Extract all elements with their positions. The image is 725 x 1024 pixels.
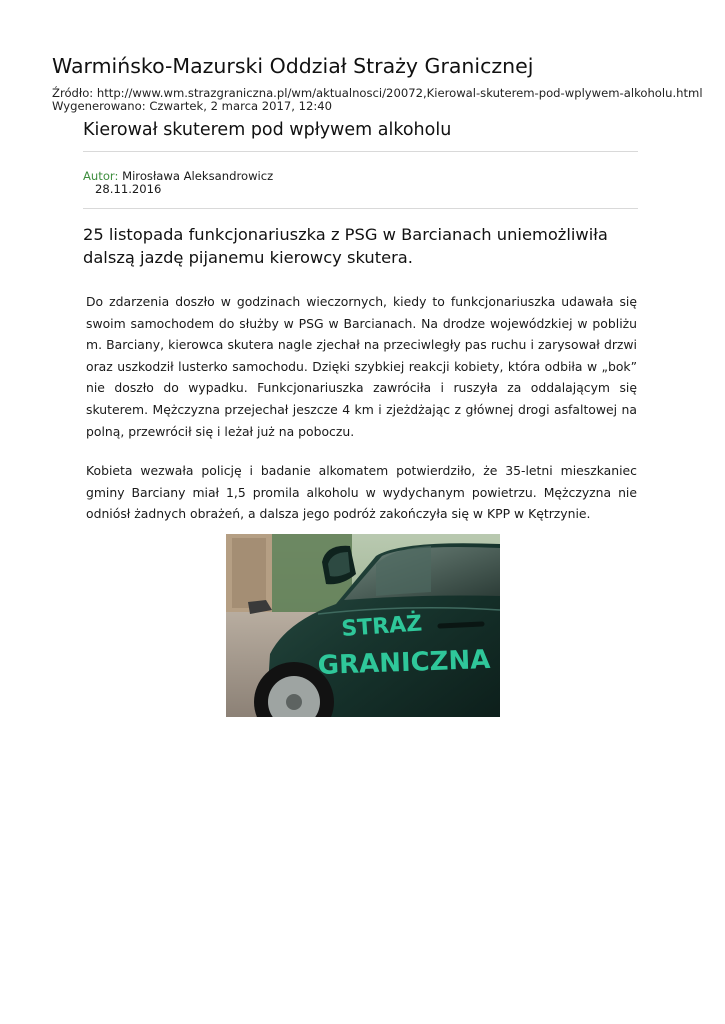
paragraph-2: Kobieta wezwała policję i badanie alkomatem potwierdziło, że 35-letni mieszkaniec gminy Barciany miał 1,5 promila alkoholu w wydychanym powietrzu. Mężczyzna nie odniósł żadnych obrażeń, a dalsza jego podróż zakończyła się w KPP w Kętrzynie. bbox=[86, 463, 637, 522]
photo-lettering-line1: STRAŻ bbox=[340, 611, 424, 642]
paragraph-1: Do zdarzenia doszło w godzinach wieczornych, kiedy to funkcjonariuszka udawała się swoim samochodem do służby w PSG w Barcianach. Na drodze wojewódzkiej w pobliżu m. Barciany, kierowca skutera nagle zjechał na przeciwległy pas ruchu i zarysował drzwi oraz uszkodził lusterko samochodu. Dzięki szybkiej reakcji kobiety, która odbiła w „bok” nie doszło do wypadku. Funkcjonariuszka zawróciła i ruszyła za oddalającym się skuterem. Mężczyzna przejechał jeszcze 4 km i zjeżdżając z głównej drogi asfaltowej na polną, przewrócił się i leżał już na poboczu. bbox=[86, 294, 637, 439]
article-lead: 25 listopada funkcjonariuszka z PSG w Barcianach uniemożliwiła dalszą jazdę pijanemu kierowcy skutera. bbox=[83, 225, 608, 267]
article-date: 28.11.2016 bbox=[95, 182, 162, 196]
article-body bbox=[86, 291, 637, 525]
divider bbox=[83, 208, 638, 209]
article-photo bbox=[226, 534, 500, 717]
author-label: Autor: bbox=[83, 169, 119, 183]
author-line bbox=[83, 170, 638, 183]
generated-line: Wygenerowano: Czwartek, 2 marca 2017, 12:40 bbox=[52, 99, 333, 113]
author-name: Mirosława Aleksandrowicz bbox=[122, 169, 274, 183]
article bbox=[83, 118, 638, 543]
photo-lettering-line2: GRANICZNA bbox=[317, 644, 491, 681]
source-line: Źródło: http://www.wm.strazgraniczna.pl/wm/aktualnosci/20072,Kierowal-skuterem-pod-wplywem-alkoholu.html bbox=[52, 86, 703, 100]
site-title: Warmińsko-Mazurski Oddział Straży Granicznej bbox=[52, 54, 534, 78]
document-meta bbox=[52, 87, 703, 113]
article-title: Kierował skuterem pod wpływem alkoholu bbox=[83, 118, 638, 152]
